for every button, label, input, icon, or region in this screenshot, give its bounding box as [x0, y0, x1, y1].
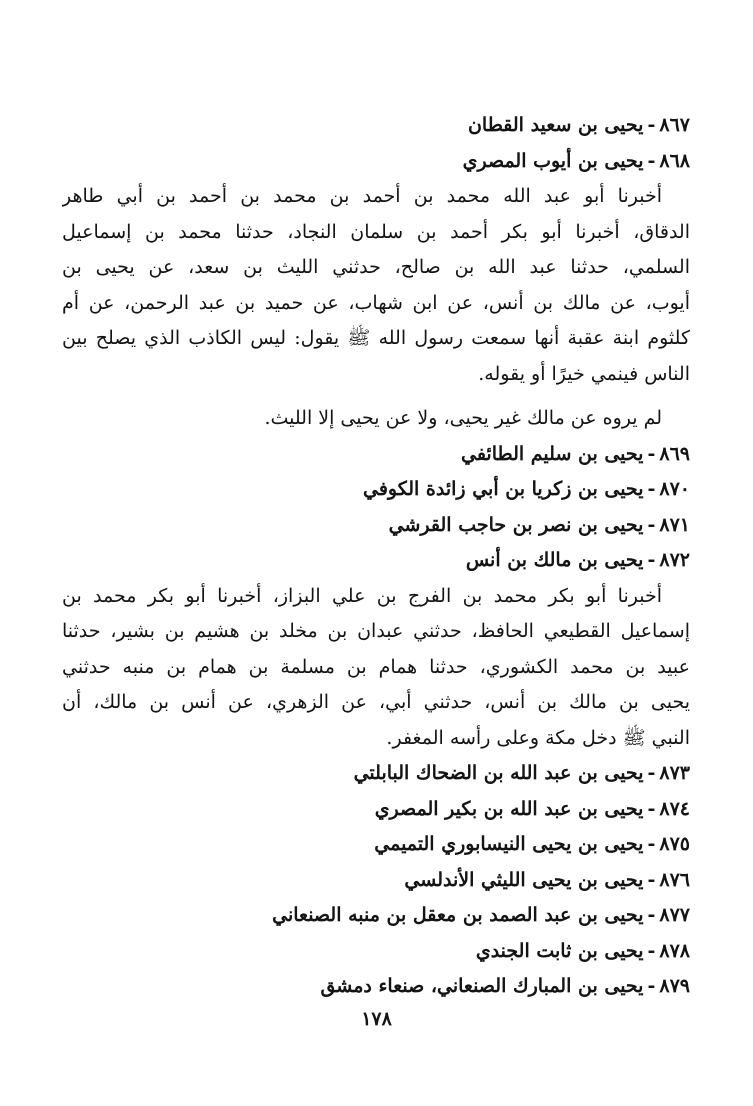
entry-name: يحيى بن يحيى الليثي الأندلسي	[404, 868, 644, 891]
entry-name: يحيى بن عبد الصمد بن معقل بن منبه الصنعاني	[272, 904, 644, 926]
entry-heading: ٨٧٤-يحيى بن عبد الله بن بكير المصري	[374, 797, 690, 820]
entry-name: يحيى بن عبد الله بن الضحاك البابلتي	[353, 762, 644, 784]
entry-name: يحيى بن ثابت الجندي	[475, 939, 644, 962]
entry-heading: ٨٧٠-يحيى بن زكريا بن أبي زائدة الكوفي	[363, 478, 690, 500]
paragraph-line: أخبرنا أبو بكر محمد بن الفرج بن علي البزاز، أخبرنا أبو بكر محمد بن	[62, 584, 662, 607]
entry-number: ٨٧٥	[659, 833, 690, 855]
paragraph-line: أخبرنا أبو عبد الله محمد بن أحمد بن محمد بن أحمد بن أبي طاهر	[62, 185, 662, 207]
entry-name: يحيى بن نصر بن حاجب القرشي	[388, 513, 644, 536]
hadith-paragraph	[62, 179, 690, 392]
page-body	[62, 108, 690, 1005]
entry-heading: ٨٦٩-يحيى بن سليم الطائفي	[460, 442, 690, 465]
entry-heading: ٨٧٣-يحيى بن عبد الله بن الضحاك البابلتي	[353, 762, 690, 784]
entry-name: يحيى بن المبارك الصنعاني، صنعاء دمشق	[320, 975, 644, 997]
paragraph-line: السلمي، حدثنا عبد الله بن صالح، حدثني الليث بن سعد، عن يحيى بن	[62, 256, 690, 278]
paragraph-line: الناس فينمي خيرًا أو يقوله.	[478, 362, 690, 385]
entry-number: ٨٧١	[659, 513, 690, 536]
entry-heading: ٨٧٧-يحيى بن عبد الصمد بن معقل بن منبه الصنعاني	[272, 904, 690, 926]
entry-heading: ٨٧١-يحيى بن نصر بن حاجب القرشي	[388, 513, 690, 536]
paragraph-line: النبي ﷺ دخل مكة وعلى رأسه المغفر.	[386, 726, 690, 749]
commentary-note: لم يروه عن مالك غير يحيى، ولا عن يحيى إلا الليث.	[264, 407, 662, 429]
entry-heading: ٨٧٥-يحيى بن يحيى النيسابوري التميمي	[374, 833, 690, 855]
entry-name: يحيى بن عبد الله بن بكير المصري	[374, 797, 644, 820]
paragraph-line: كلثوم ابنة عقبة أنها سمعت رسول الله ﷺ يقول: ليس الكاذب الذي يصلح بين	[62, 327, 690, 349]
paragraph-line: الدقاق، أخبرنا أبو بكر أحمد بن سلمان النجاد، حدثنا محمد بن إسماعيل	[62, 220, 690, 243]
entry-name: يحيى بن يحيى النيسابوري التميمي	[374, 833, 644, 855]
entry-heading: ٨٦٨-يحيى بن أيوب المصري	[462, 149, 690, 172]
entry-number: ٨٦٨	[659, 149, 690, 172]
paragraph-line: يحيى بن مالك بن أنس، حدثني أبي، عن الزهري، عن أنس بن مالك، أن	[62, 691, 690, 713]
hadith-paragraph	[62, 579, 690, 757]
paragraph-line: أيوب، عن مالك بن أنس، عن ابن شهاب، عن حميد بن عبد الرحمن، عن أم	[62, 291, 690, 314]
entry-heading: ٨٧٦-يحيى بن يحيى الليثي الأندلسي	[404, 868, 690, 891]
paragraph-line: إسماعيل القطيعي الحافظ، حدثني عبدان بن مخلد بن هشيم بن بشير، حدثنا	[62, 620, 690, 642]
entry-number: ٨٧٦	[659, 868, 690, 891]
entry-name: يحيى بن زكريا بن أبي زائدة الكوفي	[363, 478, 644, 500]
entry-name: يحيى بن سعيد القطان	[467, 114, 644, 136]
entry-number: ٨٧٩	[659, 975, 690, 997]
entry-number: ٨٦٩	[659, 442, 690, 465]
entry-name: يحيى بن مالك بن أنس	[465, 549, 644, 571]
entry-name: يحيى بن سليم الطائفي	[460, 442, 644, 465]
entry-number: ٨٧٤	[659, 797, 690, 820]
paragraph-line: عبيد بن محمد الكشوري، حدثنا همام بن مسلمة بن همام بن منبه حدثني	[62, 655, 690, 678]
entry-number: ٨٧٢	[659, 549, 690, 571]
entry-name: يحيى بن أيوب المصري	[462, 149, 644, 172]
entry-heading: ٨٧٩-يحيى بن المبارك الصنعاني، صنعاء دمشق	[320, 975, 690, 997]
entry-number: ٨٦٧	[659, 114, 690, 136]
page-number: ١٧٨	[361, 1008, 392, 1030]
entry-number: ٨٧٣	[659, 762, 690, 784]
entry-heading: ٨٧٢-يحيى بن مالك بن أنس	[465, 549, 690, 571]
entry-number: ٨٧٨	[659, 939, 690, 962]
entry-number: ٨٧٠	[659, 478, 690, 500]
entry-heading: ٨٧٨-يحيى بن ثابت الجندي	[475, 939, 690, 962]
entry-number: ٨٧٧	[659, 904, 690, 926]
entry-heading: ٨٦٧-يحيى بن سعيد القطان	[467, 114, 690, 136]
